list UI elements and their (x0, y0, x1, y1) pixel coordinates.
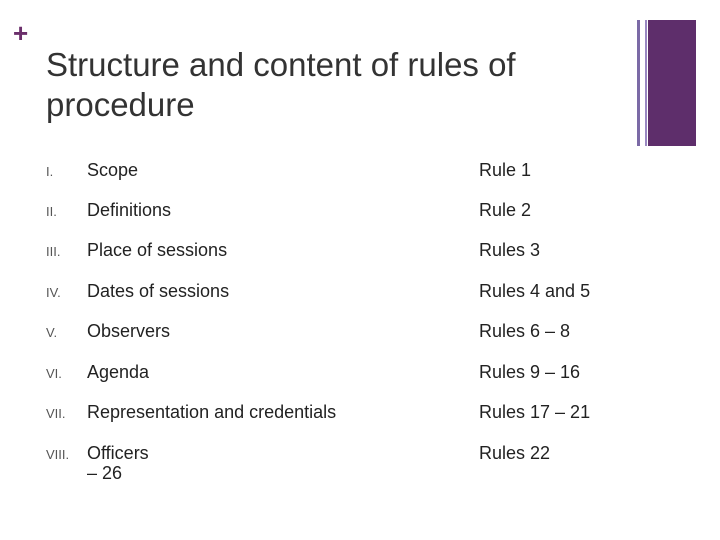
row-rule: Rules 3 (479, 240, 541, 260)
row-numeral: VIII. (46, 447, 70, 462)
table-row (0, 230, 720, 270)
row-topic: Definitions (87, 200, 172, 220)
row-topic: Observers (87, 321, 171, 341)
slide-title: Structure and content of rules of procedure (46, 46, 516, 123)
row-rule: Rules 6 – 8 (479, 321, 571, 341)
row-rule: Rules 17 – 21 (479, 402, 591, 422)
row-rule: Rules 22 (479, 443, 551, 463)
table-row (0, 150, 720, 190)
row-rule: Rule 2 (479, 200, 532, 220)
row-rule: Rule 1 (479, 160, 532, 180)
row-numeral: VI. (46, 366, 62, 381)
decorative-block (648, 20, 696, 146)
table-row (0, 352, 720, 392)
plus-icon: + (13, 18, 29, 48)
table-row (0, 433, 720, 493)
row-topic: Dates of sessions (87, 281, 230, 301)
row-topic (87, 443, 149, 483)
table-row (0, 311, 720, 351)
row-topic-continuation: – 26 (87, 463, 123, 483)
row-numeral: VII. (46, 406, 66, 421)
row-topic: Scope (87, 160, 139, 180)
row-numeral: IV. (46, 285, 61, 300)
row-numeral: III. (46, 244, 61, 259)
decorative-thin-bar (637, 20, 640, 146)
row-topic-line: Officers (87, 443, 149, 463)
table-row (0, 190, 720, 230)
row-rule: Rules 4 and 5 (479, 281, 591, 301)
row-topic: Agenda (87, 362, 150, 382)
table-row (0, 271, 720, 311)
row-numeral: II. (46, 204, 57, 219)
row-topic: Representation and credentials (87, 402, 337, 422)
row-numeral: I. (46, 164, 54, 179)
table-row (0, 392, 720, 432)
row-topic: Place of sessions (87, 240, 228, 260)
row-numeral: V. (46, 325, 58, 340)
row-rule: Rules 9 – 16 (479, 362, 581, 382)
